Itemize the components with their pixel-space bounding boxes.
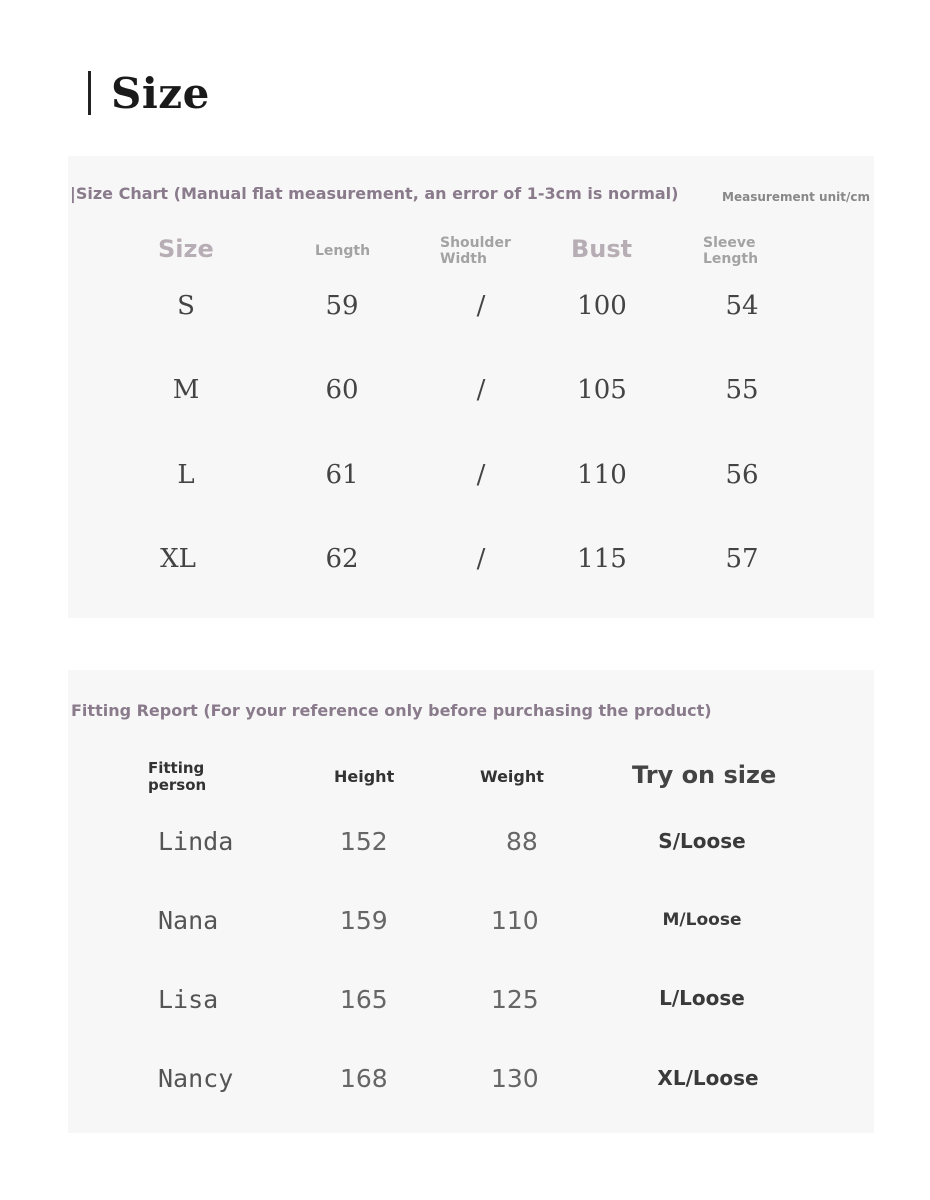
size-row-shoulder: / [476, 291, 486, 321]
fitting-row-height: 165 [340, 985, 388, 1014]
header-try-on-size: Try on size [632, 761, 777, 789]
header-bust: Bust [571, 235, 633, 263]
fitting-row-try-on: XL/Loose [657, 1066, 759, 1090]
size-row-size: S [177, 291, 195, 321]
heading-divider [88, 71, 91, 115]
fitting-row-try-on: S/Loose [658, 829, 746, 853]
header-fitting-person: Fitting person [148, 759, 207, 795]
fitting-row-name: Nana [158, 906, 219, 935]
header-sleeve-length: Sleeve Length [703, 235, 759, 268]
size-row-sleeve: 57 [725, 544, 759, 574]
size-row-sleeve: 54 [725, 291, 759, 321]
size-row-bust: 100 [577, 291, 627, 321]
fitting-row-name: Lisa [158, 985, 219, 1014]
size-row-shoulder: / [476, 460, 486, 490]
fitting-row-weight: 125 [491, 985, 539, 1014]
size-row-bust: 105 [577, 375, 627, 405]
fitting-row-height: 168 [340, 1064, 388, 1093]
fitting-row-try-on: M/Loose [662, 910, 742, 930]
fitting-report-caption: Fitting Report (For your reference only before purchasing the product) [71, 701, 712, 720]
header-weight: Weight [480, 767, 544, 786]
fitting-row-name: Nancy [158, 1064, 234, 1093]
fitting-row-weight: 130 [491, 1064, 539, 1093]
size-row-bust: 115 [577, 544, 627, 574]
page-title: Size [111, 68, 210, 118]
fitting-row-weight: 110 [491, 906, 539, 935]
fitting-row-try-on: L/Loose [659, 986, 745, 1010]
fitting-row-height: 152 [340, 827, 388, 856]
size-row-length: 61 [325, 460, 359, 490]
header-height: Height [334, 767, 395, 786]
size-row-size: XL [160, 544, 196, 574]
header-length: Length [315, 243, 371, 259]
size-row-sleeve: 56 [725, 460, 759, 490]
fitting-row-name: Linda [158, 827, 234, 856]
size-row-size: L [177, 460, 195, 490]
size-row-length: 62 [325, 544, 359, 574]
size-row-bust: 110 [577, 460, 627, 490]
header-size: Size [158, 235, 214, 263]
size-row-shoulder: / [476, 544, 486, 574]
size-row-length: 59 [325, 291, 359, 321]
size-row-length: 60 [325, 375, 359, 405]
fitting-report-panel [68, 670, 874, 1133]
size-row-size: M [172, 375, 200, 405]
header-shoulder-width: Shoulder Width [440, 235, 511, 268]
fitting-row-weight: 88 [506, 827, 538, 856]
size-chart-panel [68, 156, 874, 618]
fitting-row-height: 159 [340, 906, 388, 935]
size-row-sleeve: 55 [725, 375, 759, 405]
measurement-unit-label: Measurement unit/cm [722, 190, 870, 204]
page-heading [88, 68, 210, 118]
size-chart-caption: |Size Chart (Manual flat measurement, an error of 1-3cm is normal) [70, 184, 679, 203]
size-row-shoulder: / [476, 375, 486, 405]
